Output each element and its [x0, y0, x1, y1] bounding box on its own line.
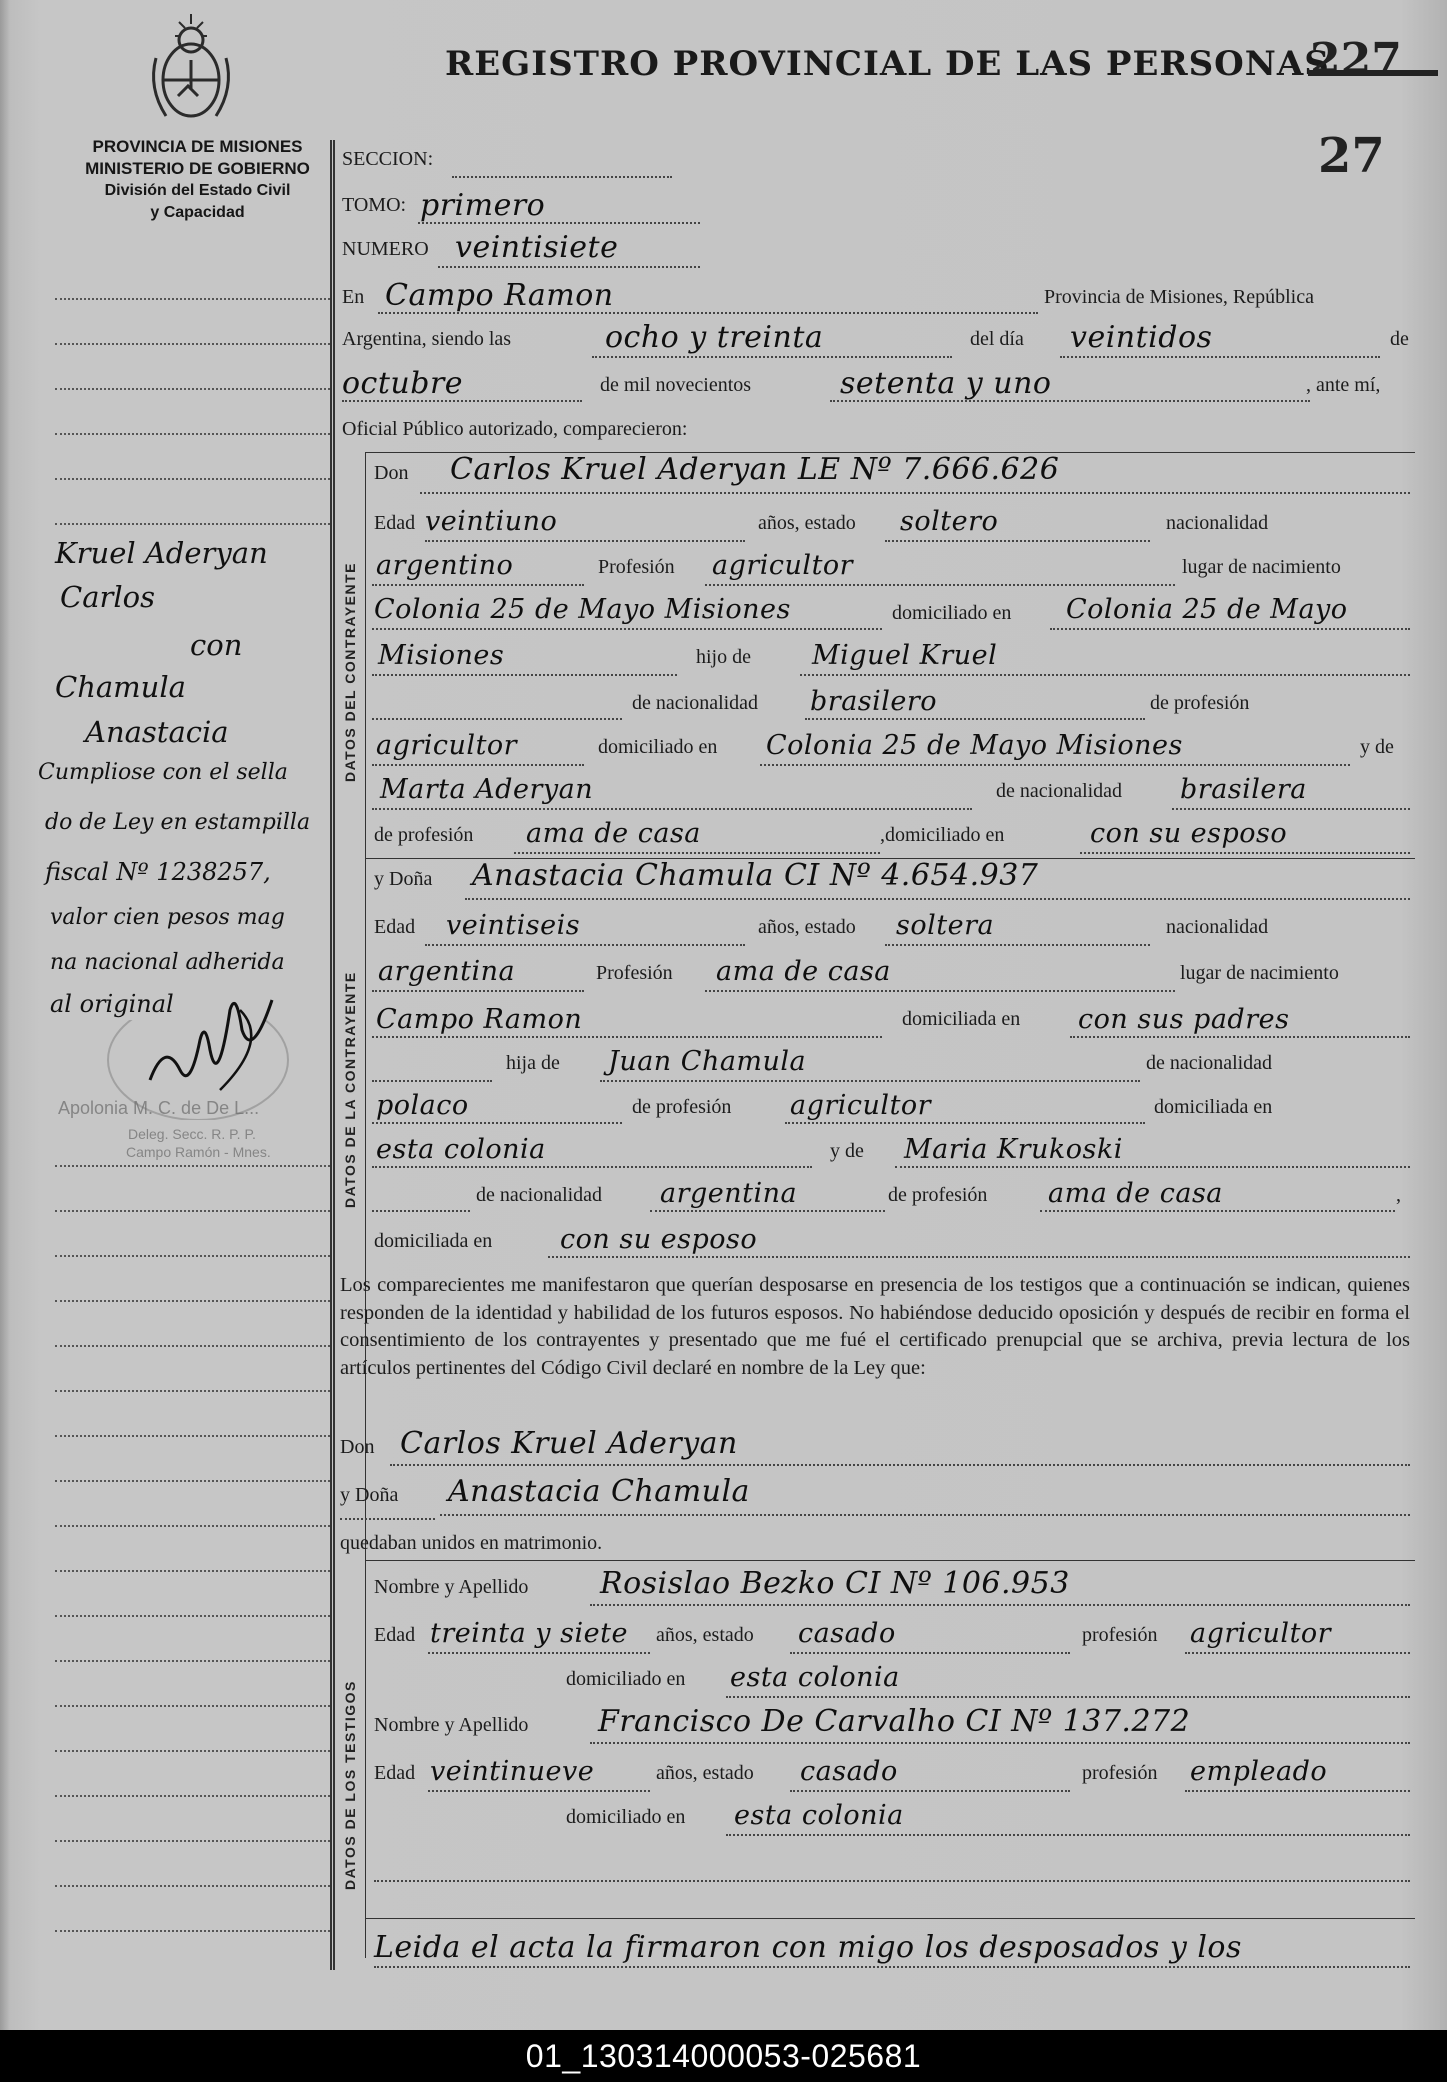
- de-nacionalidad-label: de nacionalidad: [996, 780, 1123, 802]
- bride-mother-profession: ama de casa: [1048, 1178, 1223, 1209]
- year-value: setenta y uno: [840, 366, 1052, 401]
- dotted-line: [830, 400, 1310, 402]
- dotted-line: [378, 312, 1038, 314]
- witness1-name: Rosislao Bezko CI Nº 106.953: [600, 1566, 1070, 1601]
- anos-estado-label: años, estado: [656, 1762, 754, 1784]
- dotted-line: [428, 1652, 650, 1654]
- domiciliado-label: domiciliado en: [598, 736, 718, 758]
- side-label-groom: DATOS DEL CONTRAYENTE: [342, 561, 358, 782]
- side-label-witnesses: DATOS DE LOS TESTIGOS: [342, 1680, 358, 1890]
- bride-mother-nationality: argentina: [660, 1178, 798, 1209]
- dotted-line: [650, 1210, 885, 1212]
- dotted-line: [372, 808, 972, 810]
- margin-note-line: valor cien pesos mag: [50, 905, 285, 930]
- margin-line: [55, 1390, 330, 1392]
- witness2-address: esta colonia: [734, 1800, 904, 1831]
- office-header: [55, 136, 340, 224]
- dotted-line: [465, 898, 1410, 900]
- signature-icon: [130, 990, 300, 1110]
- dotted-line: [452, 176, 672, 178]
- nacionalidad-label: nacionalidad: [1166, 512, 1269, 534]
- groom-father: Miguel Kruel: [812, 640, 998, 671]
- rule-top-witness: [365, 1560, 1415, 1561]
- margin-note-line: al original: [50, 990, 174, 1018]
- dotted-line: [374, 1966, 1410, 1968]
- witness-rule: [365, 1558, 366, 1958]
- bride-age: veintiseis: [446, 910, 581, 941]
- dotted-line: [418, 222, 700, 224]
- edad-label: Edad: [374, 512, 416, 534]
- domiciliado-label: domiciliado en: [892, 602, 1012, 624]
- place-value: Campo Ramon: [385, 278, 614, 313]
- dotted-line: [590, 1604, 1410, 1606]
- y-de-label: y de: [1360, 736, 1394, 758]
- rule-bottom: [365, 1918, 1415, 1919]
- stamp-line: Apolonia M. C. de De L...: [58, 1098, 260, 1118]
- don-label: Don: [374, 462, 409, 484]
- dotted-line: [800, 674, 1410, 676]
- profesion-label: profesión: [1082, 1762, 1158, 1784]
- dotted-line: [372, 1210, 470, 1212]
- dotted-line: [372, 1122, 622, 1124]
- oficial-label: Oficial Público autorizado, comparecieron:: [342, 418, 688, 440]
- groom-status: soltero: [900, 506, 999, 537]
- dotted-line: [760, 764, 1350, 766]
- del-dia-label: del día: [970, 328, 1024, 350]
- margin-line: [55, 1840, 330, 1842]
- groom-mother-profession: ama de casa: [526, 818, 701, 849]
- dotted-line: [514, 852, 880, 854]
- y-dona-label: y Doña: [374, 868, 433, 890]
- dotted-line: [340, 1518, 435, 1520]
- dotted-line: [1185, 1790, 1410, 1792]
- margin-line: [55, 1435, 330, 1437]
- strike-mark: [1308, 70, 1438, 76]
- witness1-status: casado: [798, 1618, 896, 1649]
- de-profesion-label: de profesión: [632, 1096, 732, 1118]
- siendo-label: Argentina, siendo las: [342, 328, 512, 350]
- division-name-2: y Capacidad: [150, 204, 245, 221]
- section-rule: [365, 452, 366, 1652]
- dotted-line: [726, 1696, 1410, 1698]
- groom-nationality: argentino: [376, 550, 514, 581]
- margin-line: [55, 433, 330, 435]
- dotted-line: [374, 1880, 1410, 1882]
- de-label: de: [1390, 328, 1409, 350]
- dotted-line: [790, 1652, 1070, 1654]
- bride-father-address: esta colonia: [376, 1134, 546, 1165]
- witness2-name: Francisco De Carvalho CI Nº 137.272: [598, 1704, 1191, 1739]
- closing-text: Leida el acta la firmaron con migo los desposados y los: [374, 1930, 1242, 1965]
- de-nacionalidad-label: de nacionalidad: [1146, 1052, 1273, 1074]
- margin-note-line: Chamula: [55, 670, 186, 704]
- margin-line: [55, 1660, 330, 1662]
- declaration-paragraph: Los comparecientes me manifestaron que querían desposarse en presencia de los testigos que a continuación se indican, quienes responden de la identidad y habilidad de los futuros esposos. No habiéndose deducido oposición y después de recibir en forma el consentimiento de los contrayentes y presentado que me fué el certificado prenupcial que se archiva, previa lectura de los artículos pertinentes del Código Civil declaré en nombre de la Ley que:: [340, 1274, 1410, 1379]
- dotted-line: [1040, 1210, 1395, 1212]
- margin-line: [55, 1210, 330, 1212]
- margin-line: [55, 298, 330, 300]
- margin-line: [55, 523, 330, 525]
- dotted-line: [372, 628, 882, 630]
- profesion-label: Profesión: [596, 962, 673, 984]
- numero-value: veintisiete: [455, 230, 619, 265]
- dotted-line: [726, 1834, 1410, 1836]
- bride-name: Anastacia Chamula CI Nº 4.654.937: [472, 858, 1039, 893]
- groom-mother-nationality: brasilera: [1180, 774, 1307, 805]
- act-number: 27: [1318, 128, 1385, 184]
- dotted-line: [342, 400, 582, 402]
- division-name: División del Estado Civil: [104, 182, 291, 199]
- lugar-nacimiento-label: lugar de nacimiento: [1182, 556, 1341, 578]
- de-profesion-label: de profesión: [374, 824, 474, 846]
- dotted-line: [705, 584, 1175, 586]
- nombre-apellido-label: Nombre y Apellido: [374, 1576, 529, 1598]
- bride-birthplace: Campo Ramon: [376, 1004, 583, 1035]
- image-id-text: 01_130314000053-025681: [525, 2038, 922, 2074]
- witness2-profession: empleado: [1190, 1756, 1328, 1787]
- dotted-line: [548, 1256, 1410, 1258]
- day-value: veintidos: [1070, 320, 1213, 355]
- margin-line: [55, 388, 330, 390]
- groom-name: Carlos Kruel Aderyan LE Nº 7.666.626: [450, 452, 1060, 487]
- province-name: PROVINCIA DE MISIONES: [92, 137, 303, 156]
- bride-status: soltera: [896, 910, 995, 941]
- margin-note-line: Anastacia: [85, 715, 229, 749]
- dotted-line: [372, 1080, 492, 1082]
- dotted-line: [1060, 356, 1380, 358]
- bride-mother: Maria Krukoski: [904, 1134, 1123, 1165]
- margin-note-line: Kruel Aderyan: [55, 536, 268, 570]
- edad-label: Edad: [374, 1624, 416, 1646]
- dotted-line: [785, 1122, 1145, 1124]
- comma-label: ,: [1396, 1184, 1401, 1206]
- domiciliado-label: ,domiciliado en: [880, 824, 1005, 846]
- margin-line: [55, 1300, 330, 1302]
- margin-line: [55, 1570, 330, 1572]
- margin-line: [55, 1930, 330, 1932]
- dotted-line: [895, 1166, 1410, 1168]
- margin-line: [55, 1255, 330, 1257]
- numero-label: NUMERO: [342, 238, 429, 260]
- dotted-line: [1080, 852, 1410, 854]
- bride-father-profession: agricultor: [790, 1090, 932, 1121]
- dotted-line: [1185, 1652, 1410, 1654]
- hijo-de-label: hijo de: [696, 646, 751, 668]
- bride-profession: ama de casa: [716, 956, 891, 987]
- dotted-line: [438, 266, 700, 268]
- dotted-line: [1172, 808, 1410, 810]
- dotted-line: [372, 718, 622, 720]
- image-id-bar: [0, 2030, 1447, 2082]
- margin-line: [55, 1750, 330, 1752]
- nombre-apellido-label: Nombre y Apellido: [374, 1714, 529, 1736]
- bride-nationality: argentina: [378, 956, 516, 987]
- y-de-label: y de: [830, 1140, 864, 1162]
- dotted-line: [1070, 1036, 1410, 1038]
- dotted-line: [372, 990, 584, 992]
- domiciliado-label: domiciliado en: [566, 1668, 686, 1690]
- margin-line: [55, 1615, 330, 1617]
- don-label: Don: [340, 1436, 375, 1458]
- stamp-line: Campo Ramón - Mnes.: [126, 1144, 271, 1160]
- groom-address-2: Misiones: [378, 640, 505, 671]
- dotted-line: [705, 990, 1175, 992]
- edad-label: Edad: [374, 1762, 416, 1784]
- bride-address: con sus padres: [1078, 1004, 1290, 1035]
- witness1-address: esta colonia: [730, 1662, 900, 1693]
- margin-note-line: do de Ley en estampilla: [45, 810, 311, 835]
- margin-note-line: Cumpliose con el sella: [38, 760, 288, 785]
- margin-note-line: na nacional adherida: [50, 950, 285, 975]
- dotted-line: [590, 1742, 1410, 1744]
- anos-estado-label: años, estado: [656, 1624, 754, 1646]
- crossed-out-number: 227: [1310, 34, 1402, 85]
- margin-line: [55, 1345, 330, 1347]
- margin-note-line: con: [190, 628, 243, 662]
- dotted-line: [372, 674, 677, 676]
- witness1-age: treinta y siete: [430, 1618, 628, 1649]
- margin-line: [55, 343, 330, 345]
- domiciliada-label: domiciliada en: [902, 1008, 1021, 1030]
- quedaban-label: quedaban unidos en matrimonio.: [340, 1532, 603, 1554]
- margin-note-line: fiscal Nº 1238257,: [45, 858, 271, 886]
- de-profesion-label: de profesión: [1150, 692, 1250, 714]
- groom-profession: agricultor: [712, 550, 854, 581]
- dotted-line: [420, 492, 1410, 494]
- profesion-label: profesión: [1082, 1624, 1158, 1646]
- dotted-line: [372, 584, 584, 586]
- groom-age: veintiuno: [425, 506, 558, 537]
- dotted-line: [372, 764, 584, 766]
- domiciliada-label: domiciliada en: [374, 1230, 493, 1252]
- profesion-label: Profesión: [598, 556, 675, 578]
- y-dona-label: y Doña: [340, 1484, 399, 1506]
- provincia-label: Provincia de Misiones, República: [1044, 286, 1314, 308]
- margin-line: [55, 1480, 330, 1482]
- edad-label: Edad: [374, 916, 416, 938]
- anos-estado-label: años, estado: [758, 916, 856, 938]
- witness2-age: veintinueve: [430, 1756, 595, 1787]
- margin-line: [55, 1885, 330, 1887]
- dotted-line: [600, 1080, 1140, 1082]
- dotted-line: [790, 1790, 1070, 1792]
- hija-de-label: hija de: [506, 1052, 560, 1074]
- declared-groom: Carlos Kruel Aderyan: [400, 1426, 738, 1461]
- de-profesion-label: de profesión: [888, 1184, 988, 1206]
- bride-father: Juan Chamula: [608, 1046, 807, 1077]
- margin-note-line: Carlos: [60, 580, 155, 614]
- dotted-line: [592, 356, 952, 358]
- witness2-status: casado: [800, 1756, 898, 1787]
- groom-father-address: Colonia 25 de Mayo Misiones: [766, 730, 1183, 761]
- side-label-bride: DATOS DE LA CONTRAYENTE: [342, 971, 358, 1208]
- month-value: octubre: [342, 366, 464, 401]
- de-nacionalidad-label: de nacionalidad: [632, 692, 759, 714]
- tomo-label: TOMO:: [342, 194, 407, 216]
- dotted-line: [372, 1036, 882, 1038]
- de-nacionalidad-label: de nacionalidad: [476, 1184, 603, 1206]
- margin-line: [55, 1525, 330, 1527]
- margin-line: [55, 1795, 330, 1797]
- margin-line: [55, 478, 330, 480]
- domiciliada-label: domiciliada en: [1154, 1096, 1273, 1118]
- stamp-line: Deleg. Secc. R. P. P.: [128, 1126, 256, 1142]
- page-title: REGISTRO PROVINCIAL DE LAS PERSONAS: [445, 44, 1330, 84]
- hour-value: ocho y treinta: [605, 320, 824, 355]
- en-label: En: [342, 286, 365, 308]
- groom-father-nationality: brasilero: [810, 686, 938, 717]
- groom-birthplace: Colonia 25 de Mayo Misiones: [374, 594, 791, 625]
- dotted-line: [428, 1790, 650, 1792]
- anos-estado-label: años, estado: [758, 512, 856, 534]
- ante-mi-label: , ante mí,: [1306, 374, 1381, 396]
- witness1-profession: agricultor: [1190, 1618, 1332, 1649]
- nacionalidad-label: nacionalidad: [1166, 916, 1269, 938]
- de-mil-label: de mil novecientos: [600, 374, 752, 396]
- dotted-line: [440, 1514, 1410, 1516]
- groom-father-profession: agricultor: [376, 730, 518, 761]
- coat-of-arms-icon: [146, 8, 236, 126]
- groom-address: Colonia 25 de Mayo: [1066, 594, 1348, 625]
- dotted-line: [425, 944, 745, 946]
- dotted-line: [425, 540, 745, 542]
- bride-mother-address: con su esposo: [560, 1224, 758, 1255]
- dotted-line: [805, 718, 1145, 720]
- lugar-nacimiento-label: lugar de nacimiento: [1180, 962, 1339, 984]
- dotted-line: [885, 944, 1150, 946]
- margin-line: [55, 1705, 330, 1707]
- declared-bride: Anastacia Chamula: [448, 1474, 750, 1509]
- dotted-line: [372, 1166, 812, 1168]
- dotted-line: [390, 1464, 1410, 1466]
- groom-mother-address: con su esposo: [1090, 818, 1288, 849]
- domiciliado-label: domiciliado en: [566, 1806, 686, 1828]
- seccion-label: SECCION:: [342, 148, 434, 170]
- bride-father-nationality: polaco: [376, 1090, 469, 1121]
- ministry-name: MINISTERIO DE GOBIERNO: [85, 159, 310, 178]
- dotted-line: [885, 540, 1150, 542]
- groom-mother: Marta Aderyan: [380, 774, 594, 805]
- dotted-line: [1050, 628, 1410, 630]
- tomo-value: primero: [420, 188, 546, 223]
